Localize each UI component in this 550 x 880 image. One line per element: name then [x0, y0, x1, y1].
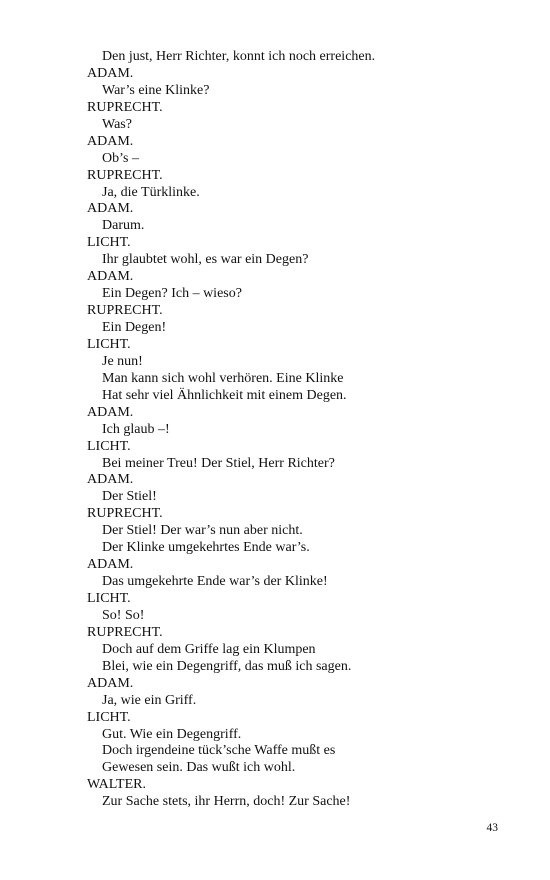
- dialogue-line: Ein Degen? Ich – wieso?: [102, 286, 242, 302]
- speaker-name: RUPRECHT.: [87, 506, 163, 522]
- dialogue-line: Gut. Wie ein Degengriff.: [102, 726, 242, 742]
- speaker-name: RUPRECHT.: [87, 167, 163, 183]
- dialogue-line: Zur Sache stets, ihr Herrn, doch! Zur Sache!: [102, 794, 351, 810]
- dialogue-line: Gewesen sein. Das wußt ich wohl.: [102, 760, 296, 776]
- speaker-name: LICHT.: [87, 438, 131, 454]
- dialogue-line: Ja, wie ein Griff.: [102, 692, 197, 708]
- dialogue-line: War’s eine Klinke?: [102, 82, 210, 98]
- dialogue-line: Bei meiner Treu! Der Stiel, Herr Richter?: [102, 455, 335, 471]
- speaker-name: WALTER.: [87, 777, 146, 793]
- speaker-name: RUPRECHT.: [87, 624, 163, 640]
- dialogue-line: Darum.: [102, 218, 145, 234]
- dialogue-line: Der Stiel! Der war’s nun aber nicht.: [102, 523, 303, 539]
- speaker-name: ADAM.: [87, 675, 134, 691]
- dialogue-line: Ja, die Türklinke.: [102, 184, 200, 200]
- speaker-name: LICHT.: [87, 591, 131, 606]
- dialogue-line: Man kann sich wohl verhören. Eine Klinke: [102, 370, 344, 386]
- dialogue-line: Je nun!: [102, 353, 143, 369]
- dialogue-line: Der Klinke umgekehrtes Ende war’s.: [102, 540, 310, 556]
- speaker-name: LICHT.: [87, 235, 131, 251]
- speaker-name: ADAM.: [87, 404, 134, 420]
- dialogue-line: Ihr glaubtet wohl, es war ein Degen?: [102, 252, 309, 268]
- dialogue-line: Ich glaub –!: [102, 421, 170, 437]
- dialogue-line: Doch irgendeine tück’sche Waffe mußt es: [102, 743, 336, 759]
- speaker-name: ADAM.: [87, 269, 134, 285]
- speaker-name: RUPRECHT.: [87, 99, 163, 115]
- dialogue-line: Den just, Herr Richter, konnt ich noch erreichen.: [102, 49, 376, 64]
- dialogue-line: Ob’s –: [102, 150, 139, 166]
- speaker-name: LICHT.: [87, 709, 131, 725]
- speaker-name: ADAM.: [87, 472, 134, 488]
- dialogue-line: Der Stiel!: [102, 489, 157, 505]
- dialogue-line: Hat sehr viel Ähnlichkeit mit einem Degen.: [102, 387, 347, 403]
- page-number: 43: [486, 822, 498, 834]
- dialogue-line: Doch auf dem Griffe lag ein Klumpen: [102, 641, 316, 657]
- speaker-name: ADAM.: [87, 133, 134, 149]
- dialogue-line: Blei, wie ein Degengriff, das muß ich sagen.: [102, 658, 352, 674]
- dialogue-line: Was?: [102, 116, 132, 132]
- speaker-name: RUPRECHT.: [87, 303, 163, 319]
- speaker-name: LICHT.: [87, 336, 131, 352]
- speaker-name: ADAM.: [87, 557, 134, 573]
- play-text-page: [87, 49, 507, 811]
- dialogue-line: So! So!: [102, 607, 145, 623]
- speaker-name: ADAM.: [87, 65, 134, 81]
- dialogue-line: Ein Degen!: [102, 320, 167, 335]
- speaker-name: ADAM.: [87, 201, 134, 217]
- dialogue-line: Das umgekehrte Ende war’s der Klinke!: [102, 574, 328, 590]
